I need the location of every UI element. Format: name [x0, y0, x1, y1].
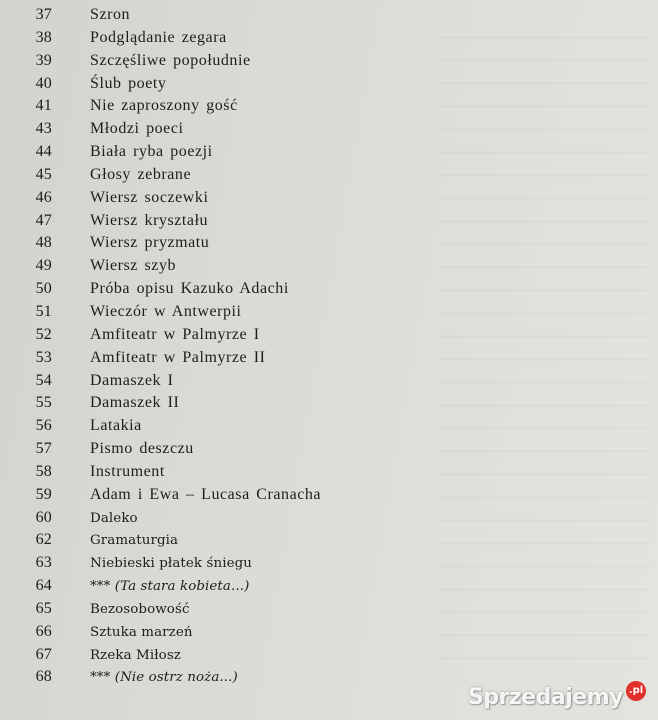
toc-entry: [0, 324, 600, 347]
toc-title: Bezosobowość: [90, 601, 190, 617]
toc-title: Szron: [90, 6, 131, 23]
toc-page-number: 38: [35, 28, 52, 46]
toc-entry: [0, 644, 600, 667]
toc-page-number: 51: [35, 302, 52, 320]
toc-entry: [0, 118, 600, 141]
toc-title: Damaszek I: [90, 371, 174, 389]
toc-entry: [0, 50, 600, 73]
toc-page-number: 50: [35, 280, 52, 298]
toc-entry: [0, 27, 600, 50]
toc-page-number: 57: [35, 440, 52, 458]
toc-page-number: 45: [35, 165, 52, 183]
toc-title: Młodzi poeci: [90, 120, 184, 138]
toc-entry: [0, 301, 600, 324]
toc-page-number: 47: [35, 211, 52, 229]
toc-title: Podglądanie zegara: [90, 28, 227, 46]
toc-title: Wiersz soczewki: [90, 188, 209, 206]
toc-page-number: 58: [35, 462, 52, 480]
toc-page-number: 56: [35, 417, 52, 435]
watermark: [468, 685, 646, 710]
toc-page-number: 40: [35, 74, 52, 92]
toc-title: Damaszek II: [90, 394, 180, 412]
toc-page-number: 62: [35, 531, 52, 549]
toc-entry: [0, 575, 600, 598]
watermark-text: Sprzedajemy: [468, 685, 623, 710]
toc-entry: [0, 95, 600, 118]
toc-entry: [0, 438, 600, 461]
toc-entry: [0, 392, 600, 415]
toc-entry: [0, 4, 600, 27]
toc-page-number: 55: [35, 394, 52, 412]
toc-title: Rzeka Miłosz: [90, 647, 181, 663]
toc-page-number: 48: [35, 234, 52, 252]
toc-entry: [0, 278, 600, 301]
toc-page-number: 65: [35, 599, 52, 617]
toc-entry: [0, 507, 600, 530]
toc-page-number: 46: [35, 188, 52, 206]
toc-title: Wiersz szyb: [90, 257, 177, 275]
toc-title: Wiersz kryształu: [90, 211, 209, 229]
toc-entry: [0, 621, 600, 644]
table-of-contents: [0, 4, 600, 689]
toc-page-number: 44: [35, 143, 52, 161]
toc-page-number: 37: [35, 6, 52, 23]
toc-title: Wiersz pryzmatu: [90, 234, 210, 252]
toc-title: Gramaturgia: [90, 533, 179, 549]
toc-page-number: 39: [35, 51, 52, 69]
toc-page-number: 63: [35, 554, 52, 572]
toc-page-number: 68: [35, 668, 52, 686]
toc-page-number: 59: [35, 485, 52, 503]
toc-entry: [0, 461, 600, 484]
toc-title: Sztuka marzeń: [90, 624, 193, 640]
toc-title: Latakia: [90, 417, 142, 435]
toc-title: Niebieski płatek śniegu: [90, 556, 253, 572]
toc-title: Instrument: [90, 462, 165, 480]
toc-page-number: 66: [35, 622, 52, 640]
toc-entry: [0, 141, 600, 164]
toc-page-number: 67: [35, 645, 52, 663]
toc-entry: [0, 415, 600, 438]
toc-entry: [0, 552, 600, 575]
toc-title: Biała ryba poezji: [90, 143, 213, 161]
toc-entry: [0, 529, 600, 552]
toc-entry: [0, 73, 600, 96]
toc-entry: [0, 484, 600, 507]
toc-page-number: 54: [35, 371, 52, 389]
toc-title: Szczęśliwe popołudnie: [90, 51, 251, 69]
toc-title: Amfiteatr w Palmyrze II: [90, 348, 266, 366]
toc-page-number: 53: [35, 348, 52, 366]
toc-title: Wieczór w Antwerpii: [90, 302, 242, 320]
toc-entry: [0, 255, 600, 278]
watermark-badge: .pl: [626, 681, 646, 701]
toc-title: Adam i Ewa – Lucasa Cranacha: [90, 485, 322, 503]
toc-page-number: 52: [35, 325, 52, 343]
toc-page-number: 49: [35, 257, 52, 275]
toc-title: *** (Nie ostrz noża...): [90, 670, 238, 686]
toc-page-number: 43: [35, 120, 52, 138]
toc-entry: [0, 347, 600, 370]
toc-page-number: 64: [35, 577, 52, 595]
toc-title: Głosy zebrane: [90, 165, 192, 183]
toc-page-number: 41: [35, 97, 52, 115]
toc-title: Daleko: [90, 510, 138, 526]
toc-entry: [0, 210, 600, 233]
toc-page-number: 60: [35, 508, 52, 526]
toc-title: Amfiteatr w Palmyrze I: [90, 325, 260, 343]
toc-title: *** (Ta stara kobieta...): [90, 579, 250, 595]
toc-title: Próba opisu Kazuko Adachi: [90, 280, 289, 298]
toc-entry: [0, 598, 600, 621]
toc-title: Ślub poety: [90, 74, 167, 92]
toc-entry: [0, 232, 600, 255]
toc-entry: [0, 370, 600, 393]
toc-title: Nie zaproszony gość: [90, 97, 238, 115]
toc-entry: [0, 187, 600, 210]
toc-title: Pismo deszczu: [90, 440, 194, 458]
toc-entry: [0, 164, 600, 187]
